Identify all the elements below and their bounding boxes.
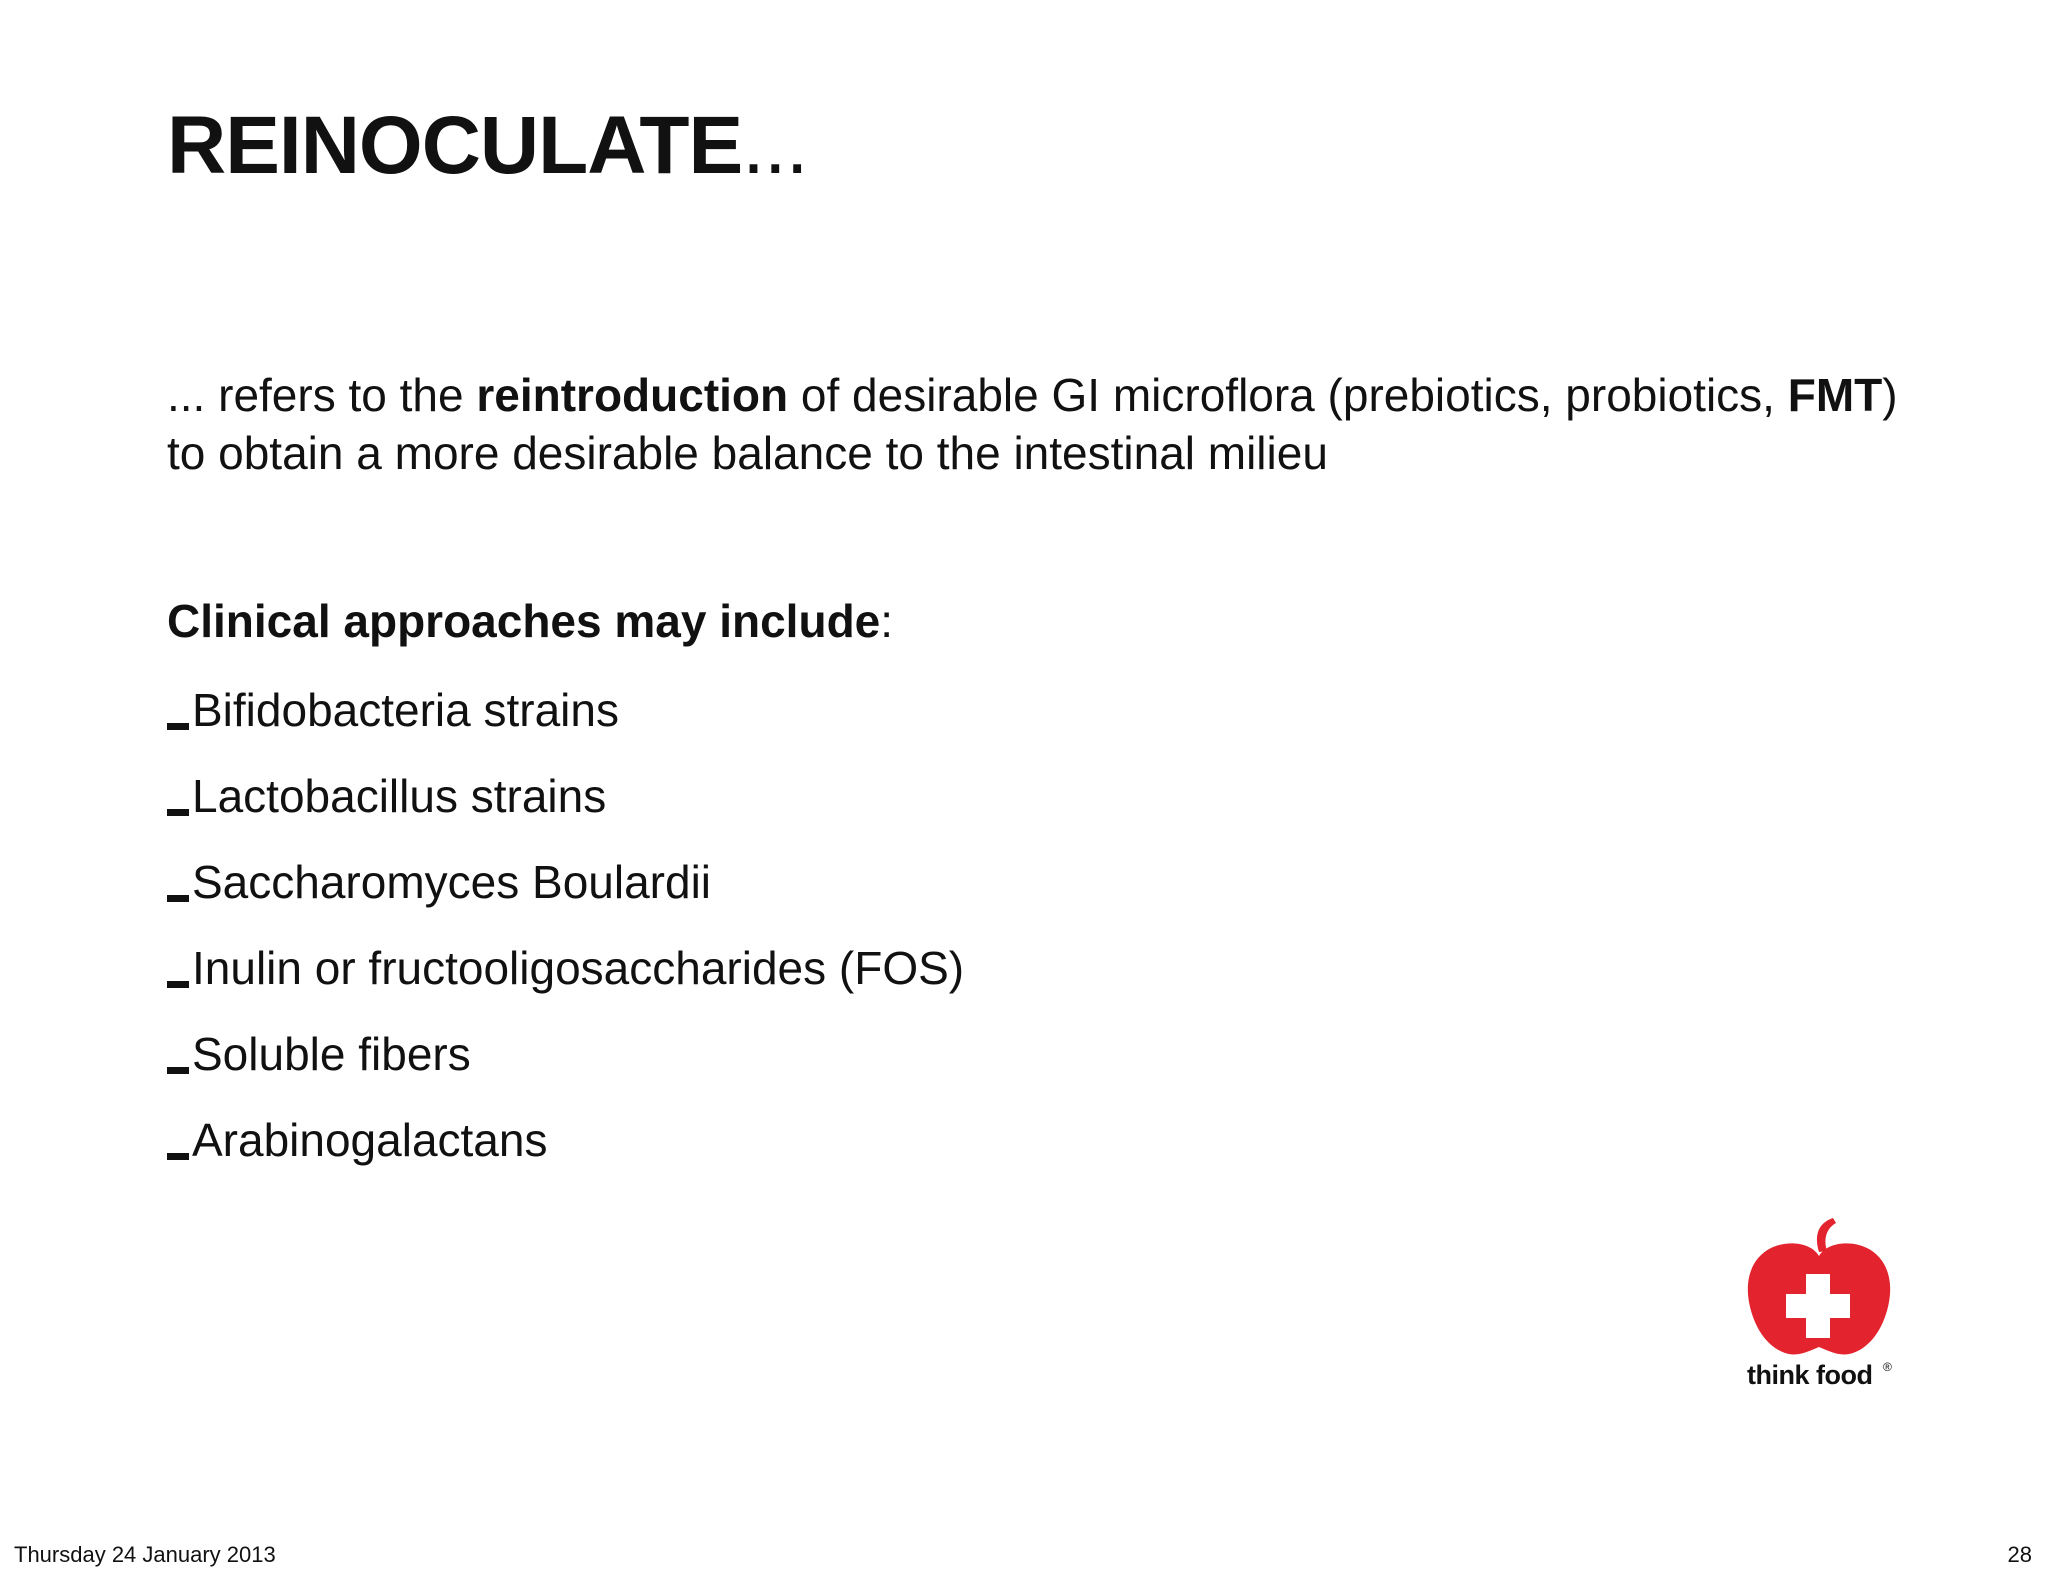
apple-cross-icon bbox=[1735, 1218, 1905, 1358]
list-item bbox=[167, 1025, 964, 1111]
page-number: 28 bbox=[2007, 1542, 2032, 1567]
footer-date: Thursday 24 January 2013 bbox=[14, 1542, 276, 1567]
list-item bbox=[167, 939, 964, 1025]
list-item bbox=[167, 853, 964, 939]
list-item-label: Arabinogalactans bbox=[192, 1114, 548, 1166]
approaches-heading bbox=[167, 592, 893, 650]
slide-title-main: REINOCULATE bbox=[167, 100, 743, 191]
list-item bbox=[167, 681, 964, 767]
intro-text-3: ) to obtain a more desirable balance to the intestinal milieu bbox=[167, 369, 1898, 479]
list-item-label: Bifidobacteria strains bbox=[192, 684, 619, 736]
dash-bullet-icon bbox=[167, 1153, 189, 1160]
dash-bullet-icon bbox=[167, 809, 189, 816]
approaches-heading-text: Clinical approaches may include bbox=[167, 595, 881, 647]
list-item-label: Saccharomyces Boulardii bbox=[192, 856, 712, 908]
dash-bullet-icon bbox=[167, 723, 189, 730]
list-item-label: Lactobacillus strains bbox=[192, 770, 607, 822]
slide-title-ellipsis: ... bbox=[742, 100, 808, 191]
think-food-logo bbox=[1735, 1218, 1905, 1398]
intro-bold-reintroduction: reintroduction bbox=[476, 369, 789, 421]
logo-text: think food bbox=[1747, 1360, 1873, 1390]
dash-bullet-icon bbox=[167, 1067, 189, 1074]
list-item bbox=[167, 1111, 964, 1197]
approach-list bbox=[167, 681, 964, 1197]
dash-bullet-icon bbox=[167, 895, 189, 902]
intro-paragraph bbox=[167, 366, 1947, 482]
intro-text-2: of desirable GI microflora (prebiotics, probiotics, bbox=[788, 369, 1788, 421]
list-item-label: Inulin or fructooligosaccharides (FOS) bbox=[192, 942, 965, 994]
approaches-heading-colon: : bbox=[880, 595, 894, 647]
dash-bullet-icon bbox=[167, 981, 189, 988]
list-item bbox=[167, 767, 964, 853]
list-item-label: Soluble fibers bbox=[192, 1028, 471, 1080]
registered-mark: ® bbox=[1883, 1360, 1892, 1374]
intro-bold-fmt: FMT bbox=[1787, 369, 1883, 421]
slide-title bbox=[167, 98, 808, 194]
intro-text-1: ... refers to the bbox=[167, 369, 477, 421]
